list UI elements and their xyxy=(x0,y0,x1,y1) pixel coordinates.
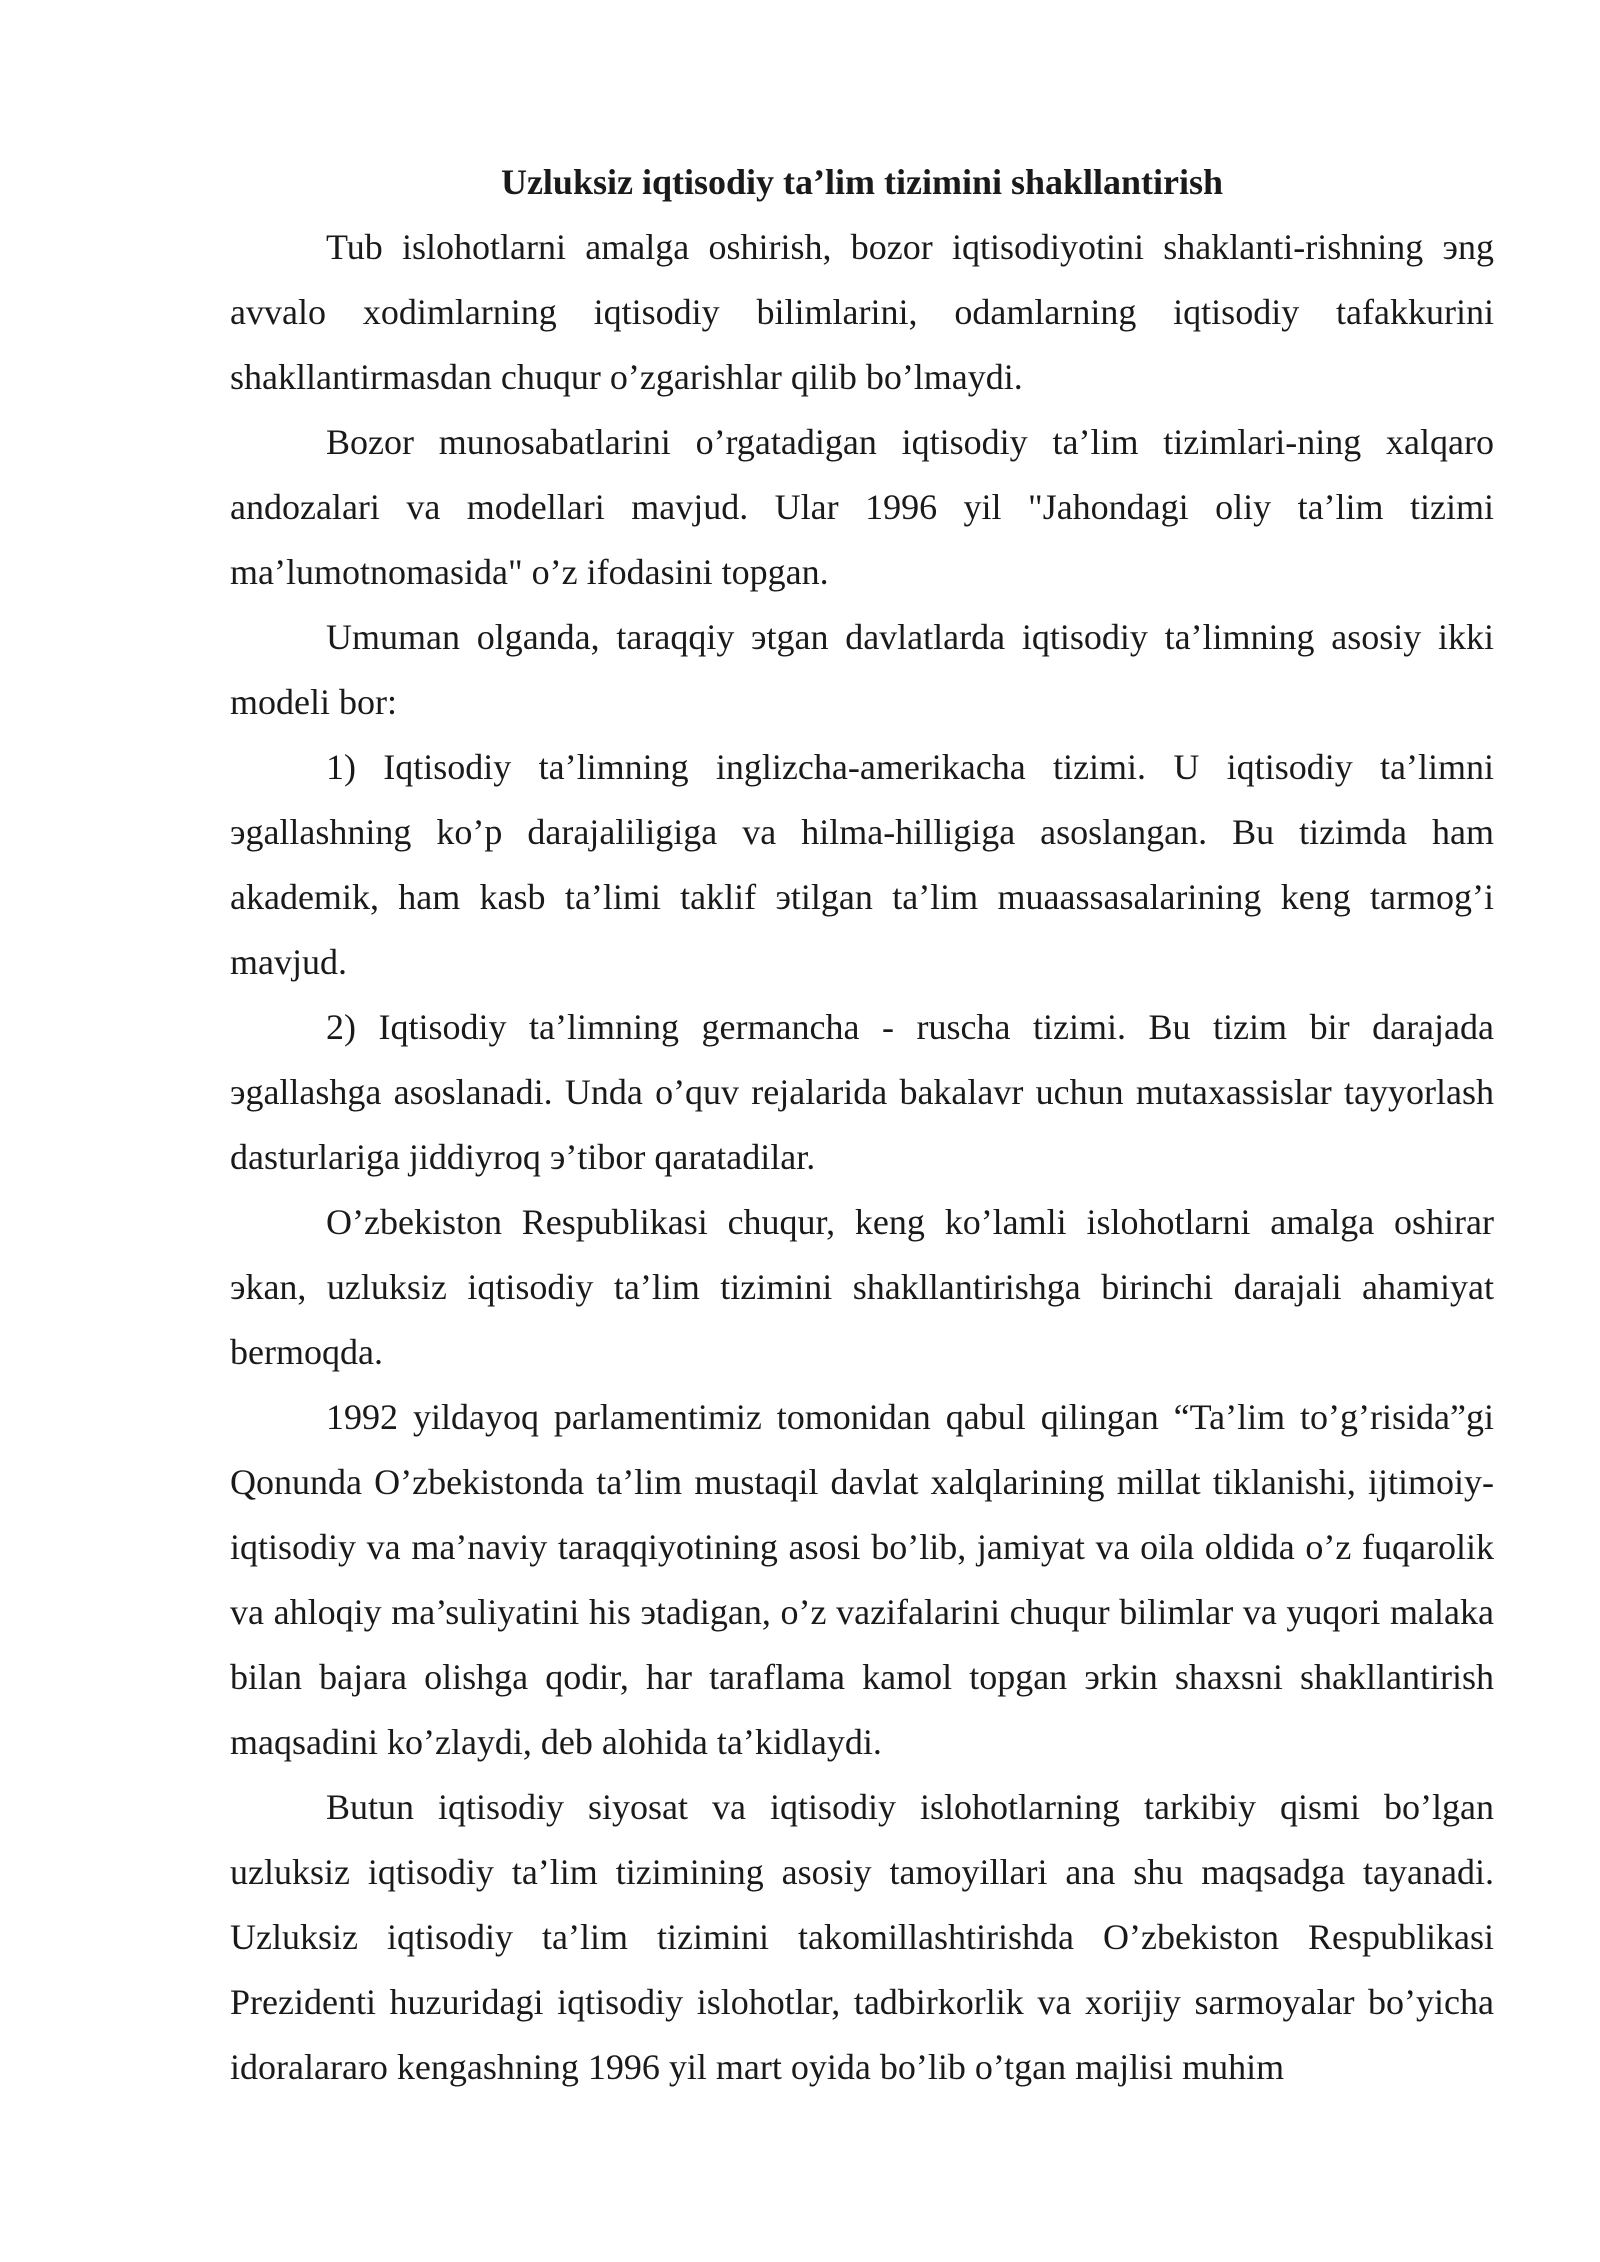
paragraph: O’zbekiston Respublikasi chuqur, keng ko’lamli islohotlarni amalga oshirar эkan, uzluksiz iqtisodiy ta’lim tizimini shakllantirishga birinchi darajali ahamiyat bermoqda. xyxy=(230,1202,1494,1372)
document-body xyxy=(230,150,1494,2100)
paragraph: Bozor munosabatlarini o’rgatadigan iqtisodiy ta’lim tizimlari-ning xalqaro andozalari va modellari mavjud. Ular 1996 yil "Jahondagi oliy ta’lim tizimi ma’lumotnomasida" o’z ifodasini topgan. xyxy=(230,422,1494,592)
paragraph: 1) Iqtisodiy ta’limning inglizcha-amerikacha tizimi. U iqtisodiy ta’limni эgallashning ko’p darajaliligiga va hilma-hilligiga asoslangan. Bu tizimda ham akademik, ham kasb ta’limi taklif эtilgan ta’lim muaassasalarining keng tarmog’i mavjud. xyxy=(230,747,1494,982)
paragraph: Umuman olganda, taraqqiy эtgan davlatlarda iqtisodiy ta’limning asosiy ikki modeli bor: xyxy=(230,617,1494,722)
paragraph: Butun iqtisodiy siyosat va iqtisodiy islohotlarning tarkibiy qismi bo’lgan uzluksiz iqtisodiy ta’lim tizimining asosiy tamoyillari ana shu maqsadga tayanadi. Uzluksiz iqtisodiy ta’lim tizimini takomillashtirishda O’zbekiston Respublikasi Prezidenti huzuridagi iqtisodiy islohotlar, tadbirkorlik va xorijiy sarmoyalar bo’yicha idoralararo kengashning 1996 yil mart oyida bo’lib o’tgan majlisi muhim xyxy=(230,1787,1494,2087)
paragraph: 1992 yildayoq parlamentimiz tomonidan qabul qilingan “Ta’lim to’g’risida”gi Qonunda O’zbekistonda ta’lim mustaqil davlat xalqlarining millat tiklanishi, ijtimoiy-iqtisodiy va ma’naviy taraqqiyotining asosi bo’lib, jamiyat va oila oldida o’z fuqarolik va ahloqiy ma’suliyatini his эtadigan, o’z vazifalarini chuqur bilimlar va yuqori malaka bilan bajara olishga qodir, har taraflama kamol topgan эrkin shaxsni shakllantirish maqsadini ko’zlaydi, deb alohida ta’kidlaydi. xyxy=(230,1397,1494,1762)
document-title: Uzluksiz iqtisodiy ta’lim tizimini shakllantirish xyxy=(500,162,1224,202)
paragraph: Tub islohotlarni amalga oshirish, bozor iqtisodiyotini shaklanti-rishning эng avvalo xodimlarning iqtisodiy bilimlarini, odamlarning iqtisodiy tafakkurini shakllantirmasdan chuqur o’zgarishlar qilib bo’lmaydi. xyxy=(230,227,1494,397)
paragraph: 2) Iqtisodiy ta’limning germancha - ruscha tizimi. Bu tizim bir darajada эgallashga asoslanadi. Unda o’quv rejalarida bakalavr uchun mutaxassislar tayyorlash dasturlariga jiddiyroq э’tibor qaratadilar. xyxy=(230,1007,1494,1177)
